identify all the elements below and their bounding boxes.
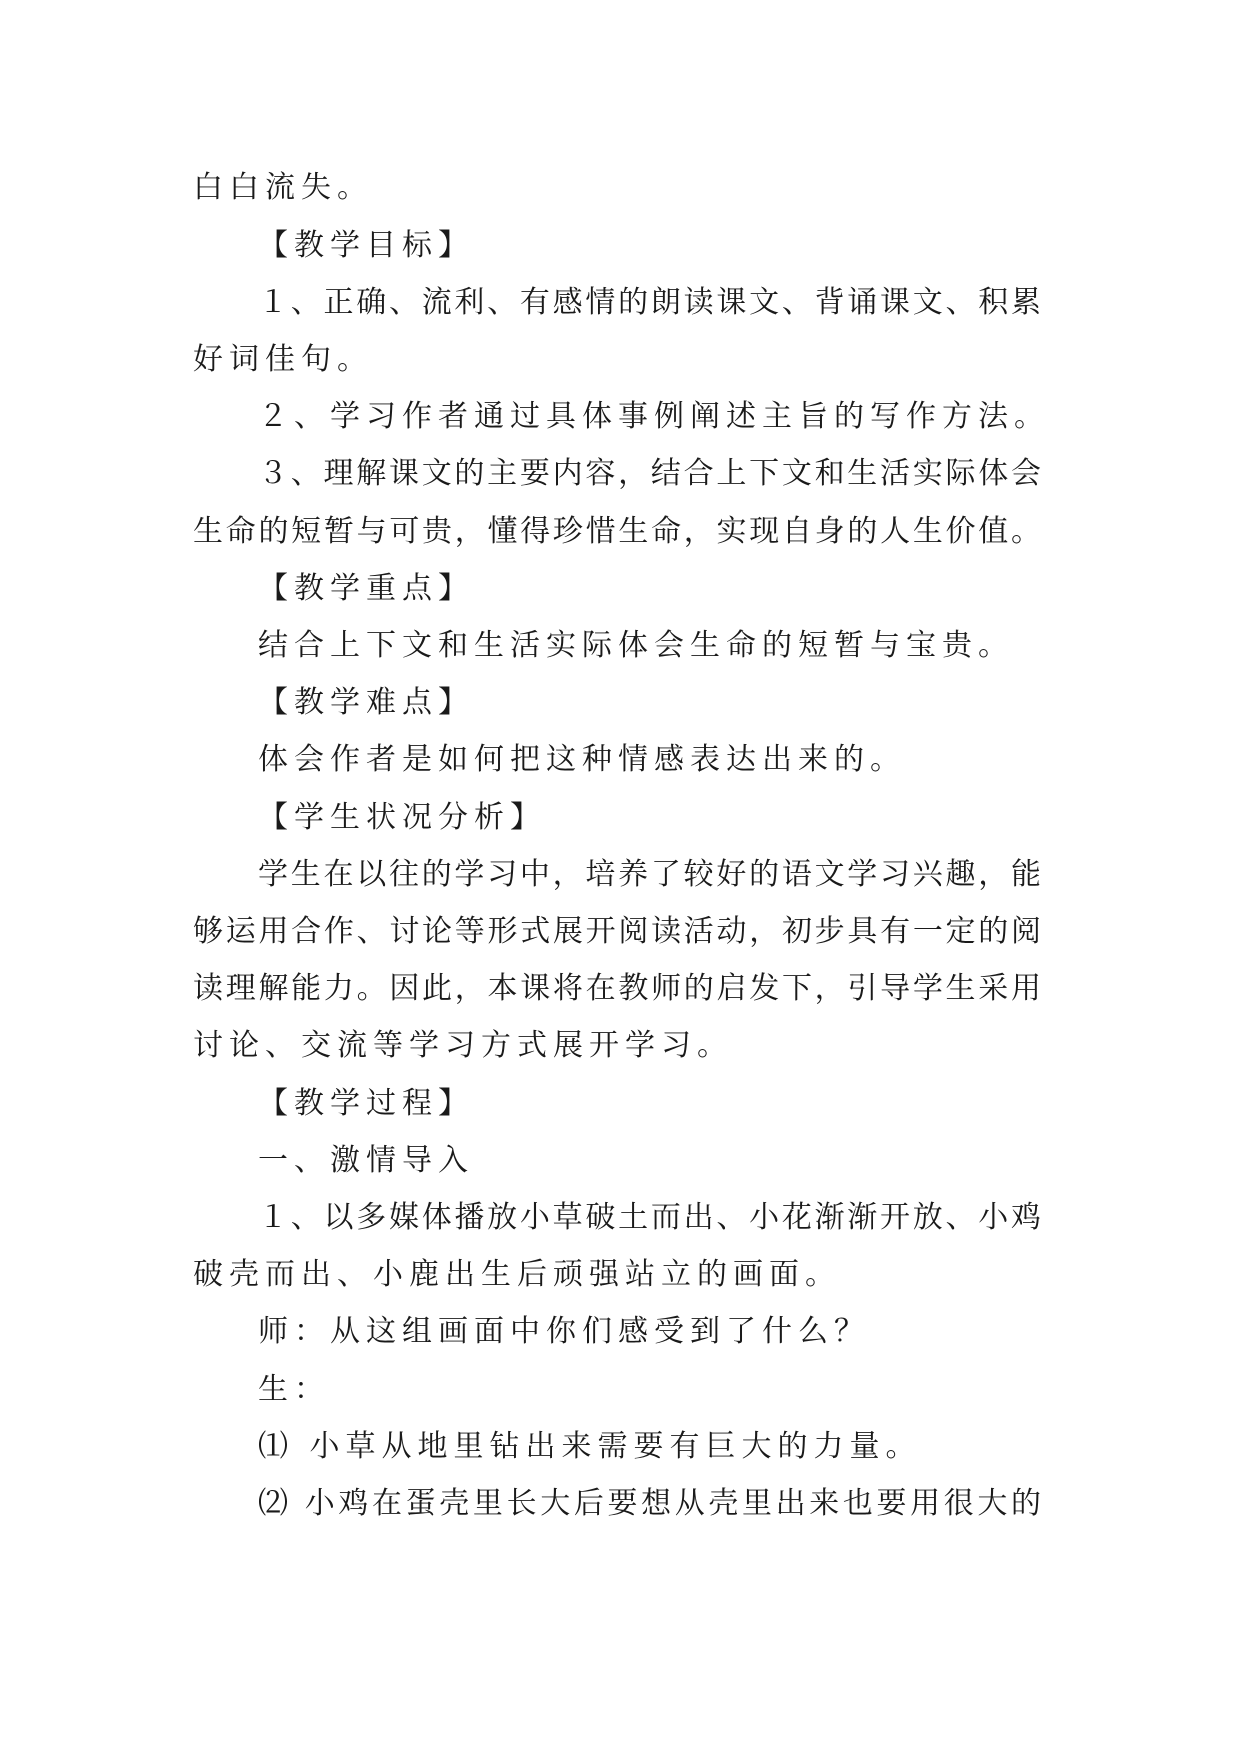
text-line: 生命的短暂与可贵，懂得珍惜生命，实现自身的人生价值。 bbox=[193, 514, 1041, 549]
section-heading: 【教学难点】 bbox=[258, 685, 474, 720]
text-line: 师：从这组画面中你们感受到了什么？ bbox=[258, 1314, 870, 1349]
section-heading: 【教学重点】 bbox=[258, 571, 474, 606]
text-line: ２、学习作者通过具体事例阐述主旨的写作方法。 bbox=[258, 399, 1050, 434]
subsection-heading: 一、激情导入 bbox=[258, 1143, 474, 1178]
text-line: 生： bbox=[258, 1372, 330, 1407]
text-line: １、以多媒体播放小草破土而出、小花渐渐开放、小鸡 bbox=[258, 1200, 1041, 1235]
section-heading: 【教学过程】 bbox=[258, 1086, 474, 1121]
list-item: ⑵ 小鸡在蛋壳里长大后要想从壳里出来也要用很大的 bbox=[258, 1486, 1041, 1521]
section-heading: 【学生状况分析】 bbox=[258, 800, 546, 835]
text-line: 结合上下文和生活实际体会生命的短暂与宝贵。 bbox=[258, 628, 1014, 663]
text-line: 读理解能力。因此，本课将在教师的启发下，引导学生采用 bbox=[193, 971, 1041, 1006]
text-line: 白白流失。 bbox=[193, 170, 373, 205]
text-line: 好词佳句。 bbox=[193, 342, 373, 377]
text-line: 破壳而出、小鹿出生后顽强站立的画面。 bbox=[193, 1257, 841, 1292]
text-line: 体会作者是如何把这种情感表达出来的。 bbox=[258, 742, 906, 777]
text-line: 学生在以往的学习中，培养了较好的语文学习兴趣，能 bbox=[258, 857, 1041, 892]
section-heading: 【教学目标】 bbox=[258, 228, 474, 263]
text-line: １、正确、流利、有感情的朗读课文、背诵课文、积累 bbox=[258, 285, 1041, 320]
list-item: ⑴ 小草从地里钻出来需要有巨大的力量。 bbox=[258, 1429, 922, 1464]
text-line: 讨论、交流等学习方式展开学习。 bbox=[193, 1028, 733, 1063]
text-line: 够运用合作、讨论等形式展开阅读活动，初步具有一定的阅 bbox=[193, 914, 1041, 949]
text-line: ３、理解课文的主要内容，结合上下文和生活实际体会 bbox=[258, 456, 1041, 491]
